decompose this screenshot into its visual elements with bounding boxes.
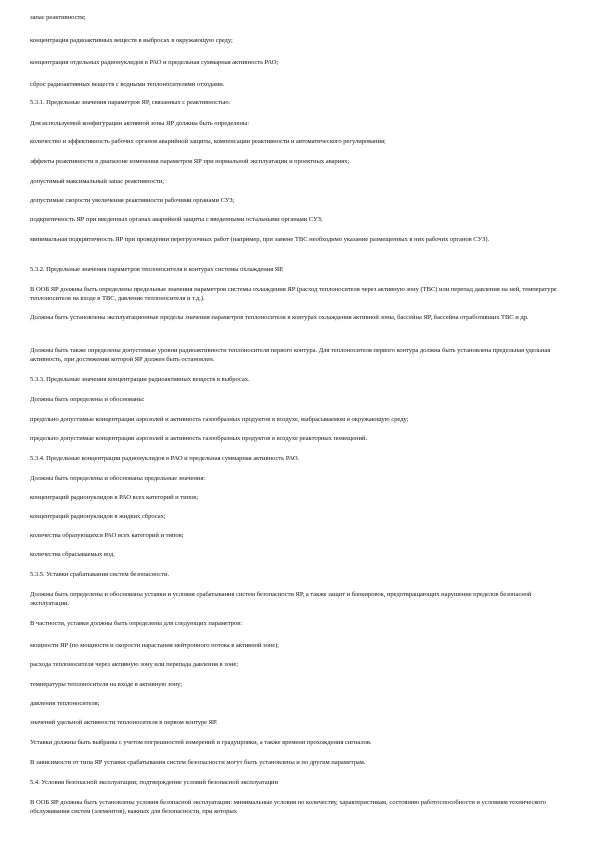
section-heading: 5.3.2. Предельные значения параметров теплоносителя в контурах системы охлаждения ЯР. (30, 266, 284, 273)
paragraph: Должны быть определены и обоснованы предельные значения: (30, 475, 206, 482)
paragraph: температуры теплоносителя на входе в активную зону; (30, 681, 183, 688)
paragraph: концентрация радиоактивных веществ в выбросах в окружающую среду; (30, 37, 233, 44)
paragraph: запас реактивности; (30, 14, 86, 21)
paragraph: количества образующихся РАО всех категорий и типов; (30, 532, 184, 539)
paragraph: Уставки должны быть выбраны с учетом погрешностей измерений и градуировки, а также времени прохождения сигналов. (30, 739, 372, 746)
section-heading: 5.3.3. Предельные значения концентрации радиоактивных веществ в выбросах. (30, 376, 250, 383)
paragraph: В частности, уставки должны быть определены для следующих параметров: (30, 620, 243, 627)
paragraph: концентраций радионуклидов в жидких сбросах; (30, 513, 166, 520)
paragraph: расхода теплоносителя через активную зону или перепада давления в зоне; (30, 661, 239, 668)
paragraph: допустимый максимальный запас реактивности; (30, 178, 165, 185)
paragraph: значений удельной активности теплоносителя в первом контуре ЯР. (30, 719, 218, 726)
paragraph: количество и эффективность рабочих органов аварийной защиты, компенсации реактивности и автоматического регулирования; (30, 138, 386, 145)
paragraph: предельно допустимые концентрации аэрозолей и активность газообразных продуктов в воздухе реакторных помещений. (30, 435, 368, 442)
paragraph: Должны быть установлены эксплуатационные пределы значения параметров теплоносителя в контурах охлаждения активной зоны, бассейна ЯР, бассейна отработавших ТВС и др. (30, 314, 529, 321)
paragraph: В зависимости от типа ЯР уставки срабатывания систем безопасности могут быть установлены и по другим параметрам. (30, 759, 366, 766)
paragraph: В ООБ ЯР должны быть определены предельные значения параметров системы охлаждения ЯР (расход теплоносителя через активную зону (ТВС) или перепад давления на ней, температуре теплоносителя на входе в ТВС, давление теплоносителя и т.д.). (30, 286, 557, 302)
paragraph: Должны быть определены и обоснованы: (30, 396, 145, 403)
paragraph: сброс радиоактивных веществ с водными теплоносителями отходами. (30, 81, 225, 88)
paragraph: допустимые скорости увеличения реактивности рабочими органами СУЗ; (30, 197, 235, 204)
section-heading: 5.3.5. Уставки срабатывания систем безопасности. (30, 571, 170, 578)
paragraph: Должны быть определены и обоснованы уставки и условия срабатывания систем безопасности ЯР, а также защит и блокировок, предотвращающих нарушение пределов безопасной эксплуатации. (30, 591, 532, 607)
paragraph: предельно допустимые концентрации аэрозолей и активность газообразных продуктов в воздухе, выбрасываемом в окружающую среду; (30, 416, 409, 423)
paragraph: В ООБ ЯР должны быть установлены условия безопасной эксплуатации: минимальные условия по количеству, характеристикам, состоянию работоспособности и условиям технического обслуживания систем (элементов), важных для безопасности, при которых (30, 799, 547, 815)
section-heading: 5.3.1. Предельные значения параметров ЯР, связанных с реактивностью. (30, 99, 231, 106)
paragraph: минимальная подкритичность ЯР при проведении перегрузочных работ (например, при замене ТВС необходимо указание размещенных в них рабочих органов СУЗ). (30, 236, 490, 243)
section-heading: 5.3.4. Предельные концентрации радионуклидов в РАО и предельная суммарная активность РАО. (30, 455, 300, 462)
paragraph: количества сбрасываемых вод. (30, 551, 115, 558)
paragraph: мощности ЯР (по мощности и скорости нарастания нейтронного потока в активной зоне); (30, 642, 280, 649)
paragraph: эффекты реактивности в диапазоне изменения параметров ЯР при нормальной эксплуатации и проектных авариях; (30, 158, 350, 165)
section-heading: 5.4. Условия безопасной эксплуатации; подтверждение условий безопасной эксплуатации (30, 779, 279, 786)
paragraph: концентраций радионуклидов в РАО всех категорий и типов; (30, 494, 199, 501)
paragraph: подкритичность ЯР при введенных органах аварийной защиты с введенными остальными органами СУЗ; (30, 216, 323, 223)
paragraph: давления теплоносителя; (30, 700, 100, 707)
paragraph: концентрация отдельных радионуклидов в РАО и предельная суммарная активность РАО; (30, 59, 279, 66)
paragraph: Для используемой конфигурации активной зоны ЯР должны быть определены: (30, 120, 250, 127)
paragraph: Должны быть также определены допустимые уровни радиоактивности теплоносителя первого контура. Для теплоносителя первого контура должна быть установлена предельная удельная активность, при достижении которой ЯР должен быть остановлен. (30, 347, 551, 363)
